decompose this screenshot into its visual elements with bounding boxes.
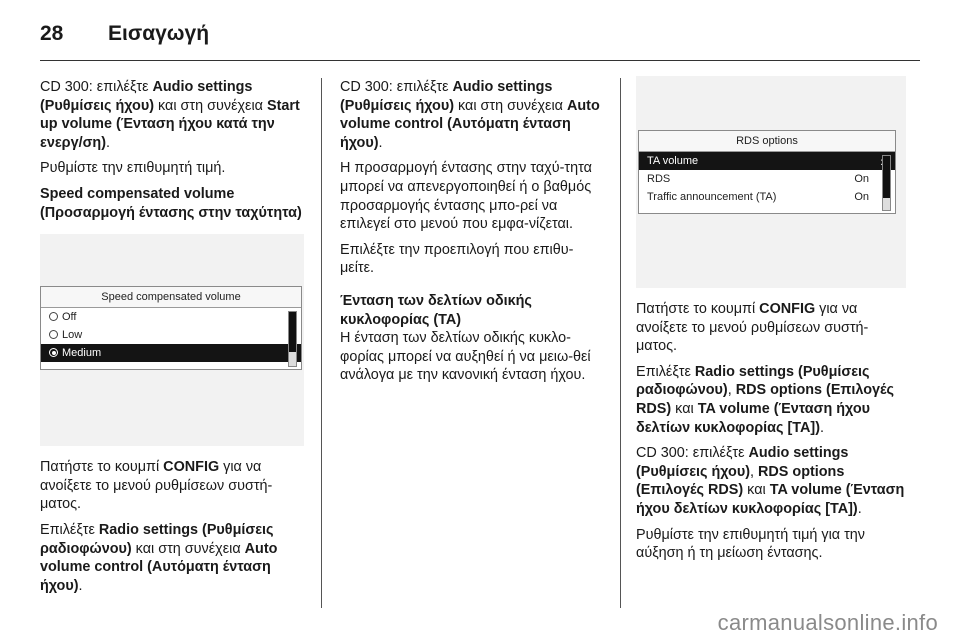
- osd-menu: [40, 286, 302, 370]
- paragraph: Πατήστε το κουμπί CONFIG για να ανοίξετε το μενού ρυθμίσεων συστή-ματος.: [40, 459, 273, 513]
- speed-volume-screenshot: [40, 234, 304, 446]
- page-title: Εισαγωγή: [108, 22, 210, 45]
- paragraph: CD 300: επιλέξτε Audio settings (Ρυθμίσεις ήχου), RDS options (Επιλογές RDS) και TA volume (Ένταση ήχου δελτίων κυκλοφορίας [TA]).: [636, 445, 905, 517]
- column-3: [636, 78, 906, 570]
- osd-row: Traffic announcement (TA) On: [647, 191, 869, 203]
- radio-icon: [49, 312, 58, 321]
- paragraph: CD 300: επιλέξτε Audio settings (Ρυθμίσεις ήχου) και στη συνέχεια Auto volume control (Αυτόματη ένταση ήχου).: [340, 79, 600, 151]
- column-divider: [620, 78, 621, 608]
- paragraph: Η ένταση των δελτίων οδικής κυκλο-φορίας μπορεί να αυξηθεί ή να μειω-θεί ανάλογα με την κανονική ένταση ήχου.: [340, 330, 591, 384]
- paragraph: Πατήστε το κουμπί CONFIG για να ανοίξετε το μενού ρυθμίσεων συστή-ματος.: [636, 301, 869, 355]
- rds-options-screenshot: [636, 76, 906, 288]
- header-rule: [40, 60, 920, 61]
- column-2: [340, 78, 606, 392]
- column-1: [40, 78, 304, 602]
- radio-selected-icon: [49, 348, 58, 357]
- scrollbar: [288, 311, 297, 367]
- paragraph: Η προσαρμογή έντασης στην ταχύ-τητα μπορεί να απενεργοποιηθεί ή ο βαθμός προσαρμογής έντασης μπο-ρεί να επιλεγεί στο μενού που εμφα-νίζεται.: [340, 160, 592, 233]
- paragraph: Επιλέξτε την προεπιλογή που επιθυ-μείτε.: [340, 241, 574, 277]
- section-heading: Ένταση των δελτίων οδικής κυκλοφορίας (TA): [340, 292, 532, 328]
- osd-title: Speed compensated volume: [41, 287, 301, 308]
- osd-option: Off: [41, 308, 301, 326]
- osd-row: RDS On: [647, 173, 869, 185]
- scrollbar: [882, 155, 891, 211]
- watermark: carmanualsonline.info: [717, 610, 938, 635]
- osd-option: Low: [41, 326, 301, 344]
- radio-icon: [49, 330, 58, 339]
- osd-title: RDS options: [639, 131, 895, 152]
- osd-option-selected: Medium: [41, 344, 301, 362]
- section-heading: Speed compensated volume (Προσαρμογή έντασης στην ταχύτητα): [40, 185, 302, 221]
- paragraph: Επιλέξτε Radio settings (Ρυθμίσεις ραδιοφώνου), RDS options (Επιλογές RDS) και TA volume (Ένταση ήχου δελτίων κυκλοφορίας [TA]).: [636, 363, 895, 436]
- paragraph: Ρυθμίστε την επιθυμητή τιμή για την αύξηση ή τη μείωση έντασης.: [636, 526, 865, 562]
- osd-menu: [638, 130, 896, 214]
- column-divider: [321, 78, 322, 608]
- paragraph: Ρυθμίστε την επιθυμητή τιμή.: [40, 160, 226, 177]
- paragraph: CD 300: επιλέξτε Audio settings (Ρυθμίσεις ήχου) και στη συνέχεια Start up volume (Ένταση ήχου κατά την ενεργ/ση).: [40, 79, 300, 151]
- page-number: 28: [40, 22, 64, 45]
- paragraph: Επιλέξτε Radio settings (Ρυθμίσεις ραδιοφώνου) και στη συνέχεια Auto volume control (Αυτόματη ένταση ήχου).: [40, 521, 278, 594]
- osd-row-selected: TA volume: [639, 152, 895, 170]
